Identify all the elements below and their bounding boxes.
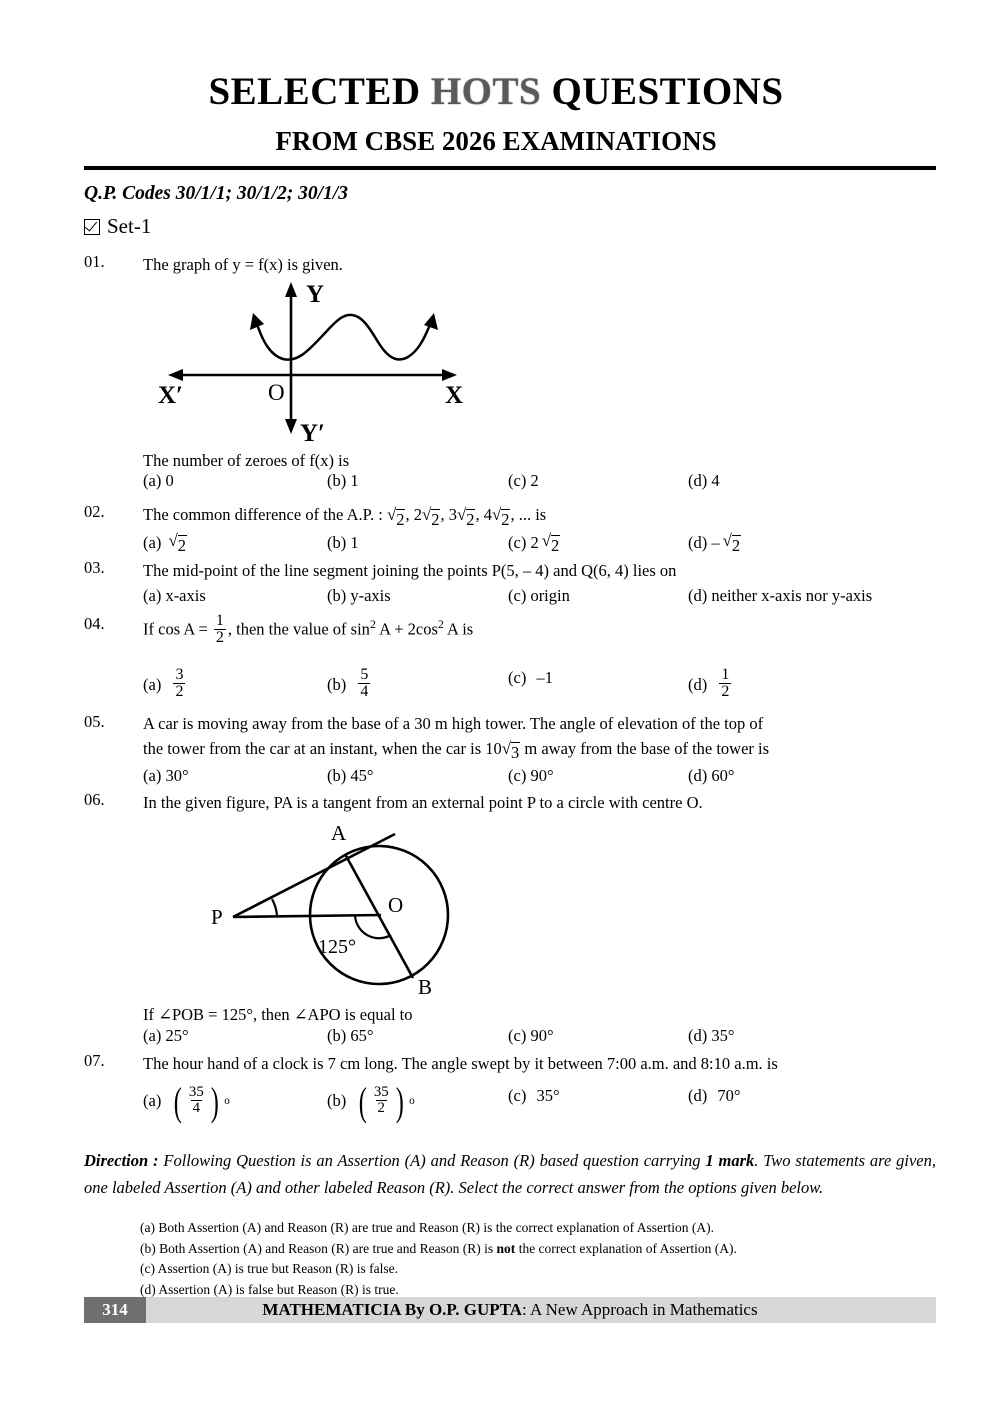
option-c[interactable]: (c) 2 bbox=[508, 471, 539, 490]
direction-options bbox=[140, 1218, 952, 1300]
tangent-line-PA bbox=[233, 834, 395, 917]
footer-text bbox=[84, 1297, 936, 1323]
option-a[interactable]: (a) 25° bbox=[143, 1026, 189, 1045]
option-d[interactable]: (d) – √ 2 bbox=[688, 531, 741, 555]
option-c[interactable]: (c) 90° bbox=[508, 766, 554, 785]
figure-graph-of-fx bbox=[150, 275, 480, 445]
question-number: 04. bbox=[84, 614, 105, 633]
radical-icon: √ 2 bbox=[722, 531, 741, 555]
footer-tagline: : A New Approach in Mathematics bbox=[522, 1300, 758, 1319]
radical-term-2: √ 2 bbox=[421, 505, 440, 529]
stem-line-2-suffix: m away from the base of the tower is bbox=[520, 738, 770, 758]
title-segment-hots: HOTS bbox=[430, 70, 542, 113]
segment-PO bbox=[233, 915, 381, 917]
option-a[interactable]: (a) $\frac{3}{2}$ bbox=[143, 665, 184, 700]
fraction-one-half: $\frac{1}{2}$ bbox=[215, 611, 224, 646]
question-stem-continued: The number of zeroes of f(x) is bbox=[143, 451, 350, 470]
question-stem: The graph of y = f(x) is given. bbox=[143, 255, 343, 274]
circle-label-o: O bbox=[388, 893, 404, 917]
set-line bbox=[84, 214, 151, 239]
direction-lead: Direction : bbox=[84, 1151, 159, 1170]
option-d[interactable]: (d) $\frac{1}{2}$ bbox=[688, 665, 730, 700]
checkbox-checked-icon[interactable] bbox=[84, 219, 100, 235]
question-stem: If cos A = $\frac{1}{2}$ , then the value of $\sin^2 A + 2\cos^2$ A is bbox=[143, 611, 474, 646]
option-c[interactable]: (c) origin bbox=[508, 586, 570, 605]
set-label: Set-1 bbox=[107, 214, 152, 238]
option-d[interactable]: (d) 35° bbox=[688, 1026, 735, 1045]
graph-label-y: Y bbox=[306, 281, 325, 308]
radical-term-4: √ 2 bbox=[491, 505, 510, 529]
question-number: 07. bbox=[84, 1051, 105, 1070]
graph-label-x: X bbox=[445, 382, 464, 409]
radical-term-1: √ 2 bbox=[386, 505, 405, 529]
option-d[interactable]: (d) 4 bbox=[688, 471, 720, 490]
direction-body-1: Following Question is an Assertion (A) and Reason (R) based question carrying bbox=[158, 1151, 706, 1170]
title-segment-questions: QUESTIONS bbox=[541, 70, 784, 113]
header-divider bbox=[84, 166, 936, 170]
circle-label-b: B bbox=[418, 975, 433, 999]
option-b[interactable]: (b) 65° bbox=[327, 1026, 374, 1045]
footer-brand: MATHEMATICIA By O.P. GUPTA bbox=[262, 1300, 522, 1319]
parenthesized-fraction: ( $\frac{35}{4}$ ) bbox=[174, 1078, 219, 1124]
question-stem: The common difference of the A.P. : √ 2 , 2 √ 2 , 3 √ 2 , 4 √ 2 , ... is bbox=[143, 505, 547, 529]
page-subtitle: FROM CBSE 2026 EXAMINATIONS bbox=[275, 126, 717, 156]
direction-bold-mark: 1 mark bbox=[705, 1151, 755, 1170]
option-d[interactable]: (d) neither x-axis nor y-axis bbox=[688, 586, 873, 605]
option-a[interactable]: (a) 30° bbox=[143, 766, 189, 785]
direction-option-b[interactable]: (b) Both Assertion (A) and Reason (R) are true and Reason (R) is not the correct explanation of Assertion (A). bbox=[140, 1240, 737, 1256]
option-a[interactable]: (a) ( $\frac{35}{4}$ ) o bbox=[143, 1078, 230, 1124]
page-number-badge: 314 bbox=[84, 1297, 146, 1323]
graph-label-y-prime: Y′ bbox=[300, 420, 326, 445]
direction-option-a[interactable]: (a) Both Assertion (A) and Reason (R) are true and Reason (R) is the correct explanation of Assertion (A). bbox=[140, 1220, 714, 1235]
question-stem: The hour hand of a clock is 7 cm long. The angle swept by it between 7:00 a.m. and 8:10 a.m. is bbox=[143, 1054, 778, 1073]
question-stem: The mid-point of the line segment joining the points P(5, – 4) and Q(6, 4) lies on bbox=[143, 561, 677, 580]
question-stem-continued: If ∠POB = 125°, then ∠APO is equal to bbox=[143, 1005, 413, 1024]
circle-label-a: A bbox=[331, 821, 347, 845]
stem-line-1: A car is moving away from the base of a 30 m high tower. The angle of elevation of the top of bbox=[143, 714, 764, 733]
option-b[interactable]: (b) ( $\frac{35}{2}$ ) o bbox=[327, 1078, 415, 1124]
option-b[interactable]: (b) 45° bbox=[327, 766, 374, 785]
option-c[interactable]: (c) –1 bbox=[508, 668, 553, 687]
bold-not: not bbox=[496, 1240, 516, 1256]
option-b[interactable]: (b) y-axis bbox=[327, 586, 391, 605]
question-number: 06. bbox=[84, 790, 105, 809]
question-number: 05. bbox=[84, 712, 105, 731]
direction-body-2: . Two statements are given, one labeled Assertion (A) and other labeled Reason (R). Select the correct answer from the options given below. bbox=[84, 1151, 936, 1197]
option-c[interactable]: (c) 90° bbox=[508, 1026, 554, 1045]
stem-prefix: The common difference of the A.P. : bbox=[143, 505, 387, 524]
radical-term-3: √ 2 bbox=[456, 505, 475, 529]
radical-three: √ 3 bbox=[501, 738, 520, 763]
direction-option-c[interactable]: (c) Assertion (A) is true but Reason (R) is false. bbox=[140, 1261, 398, 1277]
radical-icon: √ 2 bbox=[168, 531, 186, 555]
option-c[interactable]: (c) 35° bbox=[508, 1086, 560, 1105]
stem-suffix: is bbox=[531, 505, 547, 524]
option-b[interactable]: (b) 1 bbox=[327, 533, 359, 552]
option-b[interactable]: (b) $\frac{5}{4}$ bbox=[327, 665, 369, 700]
parenthesized-fraction: ( $\frac{35}{2}$ ) bbox=[359, 1078, 404, 1124]
option-a[interactable]: (a) 0 bbox=[143, 471, 174, 490]
circle-label-p: P bbox=[211, 905, 223, 929]
qp-codes-line: Q.P. Codes 30/1/1; 30/1/2; 30/1/3 bbox=[84, 183, 348, 204]
question-number: 03. bbox=[84, 558, 105, 577]
figure-circle-tangent bbox=[205, 818, 505, 1000]
direction-block bbox=[84, 1148, 936, 1201]
question-number: 01. bbox=[84, 252, 105, 271]
stem-line-2-prefix: the tower from the car at an instant, when the car is bbox=[143, 738, 486, 758]
stem-prefix: If cos A = bbox=[143, 619, 212, 639]
option-d[interactable]: (d) 70° bbox=[688, 1086, 741, 1105]
question-number: 02. bbox=[84, 502, 105, 521]
question-stem: A car is moving away from the base of a 30 m high tower. The angle of elevation of the top of the tower from the car at an instant, when the car is 10 √ 3 m away from the base of the tower is bbox=[143, 714, 770, 763]
page-title bbox=[0, 72, 992, 111]
option-d[interactable]: (d) 60° bbox=[688, 766, 735, 785]
angle-arc-at-P bbox=[272, 899, 277, 915]
title-segment-selected: SELECTED bbox=[208, 70, 431, 113]
graph-label-x-prime: X′ bbox=[158, 382, 184, 409]
graph-label-origin: O bbox=[268, 380, 285, 405]
option-a[interactable]: (a) x-axis bbox=[143, 586, 206, 605]
circle-angle-label: 125° bbox=[318, 936, 356, 958]
question-stem: In the given figure, PA is a tangent from an external point P to a circle with centre O. bbox=[143, 793, 703, 812]
direction-option-d[interactable]: (d) Assertion (A) is false but Reason (R) is true. bbox=[140, 1281, 399, 1297]
option-a[interactable]: (a) √ 2 bbox=[143, 531, 186, 555]
option-b[interactable]: (b) 1 bbox=[327, 471, 359, 490]
option-c[interactable]: (c) 2 √ 2 bbox=[508, 531, 560, 555]
radical-icon: √ 2 bbox=[541, 531, 560, 555]
